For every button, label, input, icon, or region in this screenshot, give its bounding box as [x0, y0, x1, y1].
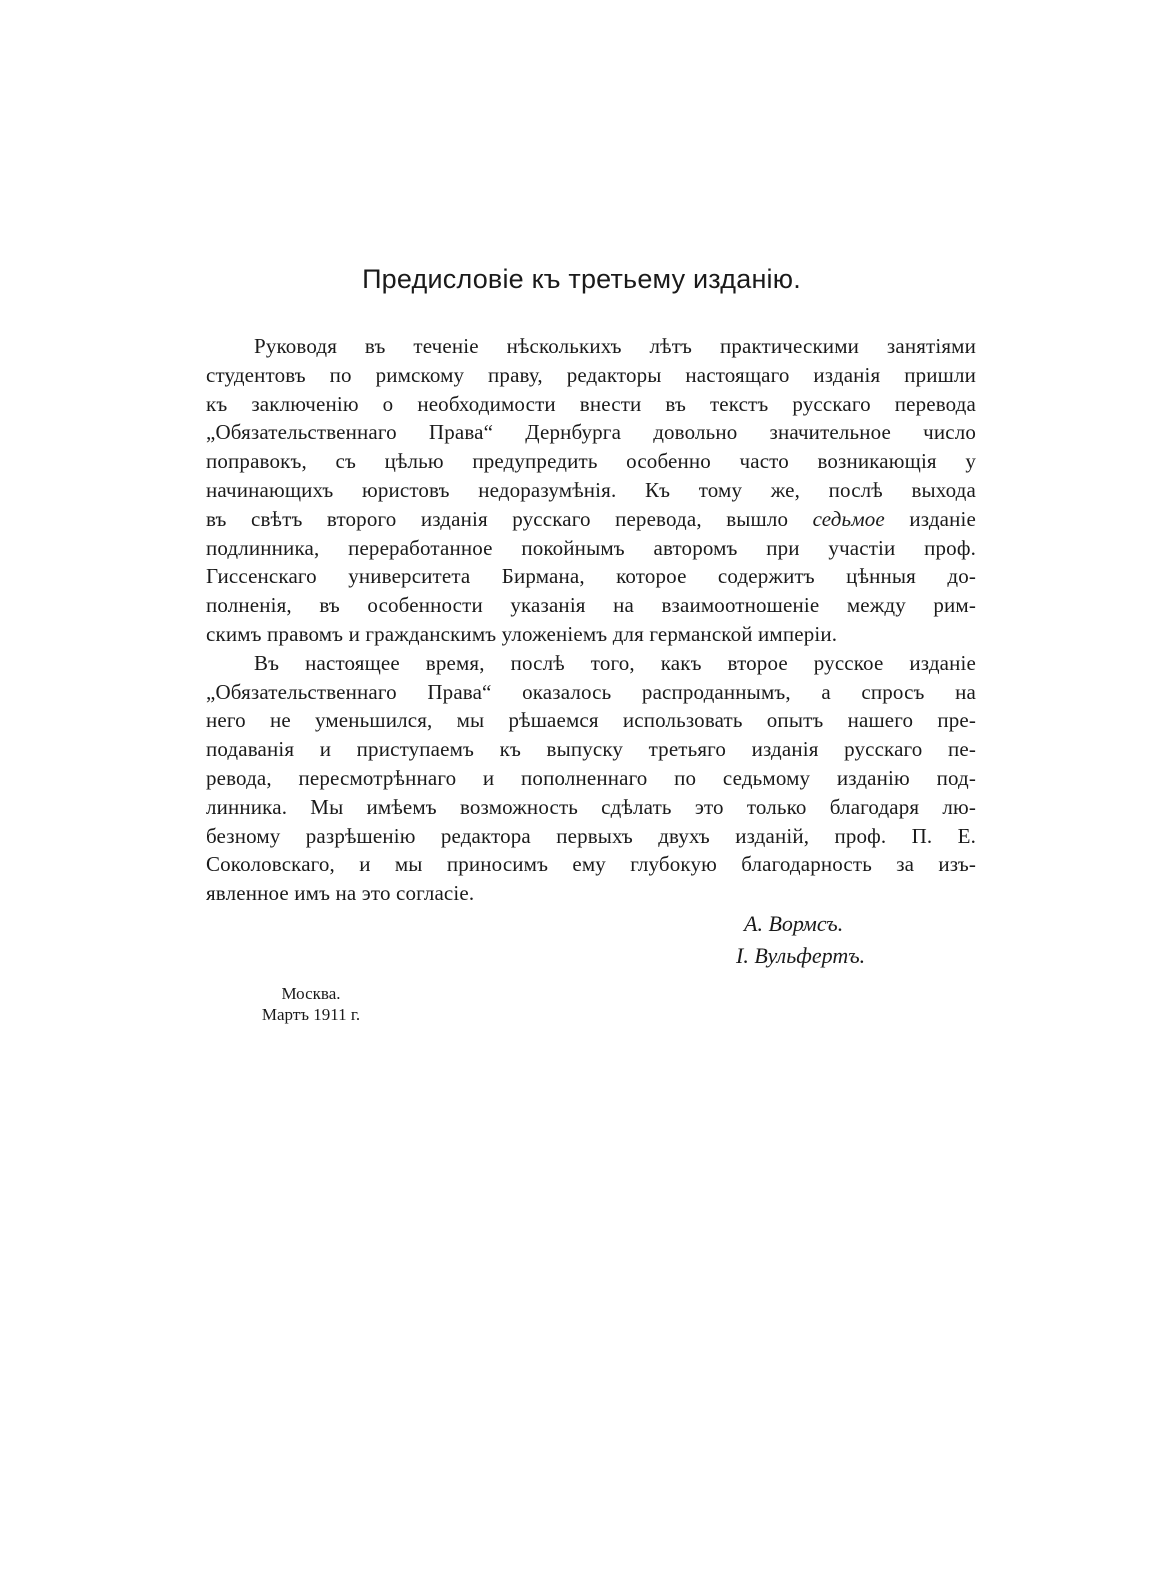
text-line: поправокъ, съ цѣлью предупредить особенно часто возникающія у [206, 449, 976, 474]
paragraph-2 [206, 649, 976, 908]
paragraph-1 [206, 332, 976, 649]
text-line: подлинника, переработанное покойнымъ авторомъ при участіи проф. [206, 535, 976, 560]
emphasis-word: седьмое [812, 506, 885, 531]
signature-wulfert: І. Вульфертъ. [736, 943, 866, 968]
text-line: линника. Мы имѣемъ возможность сдѣлать это только благодаря лю- [206, 794, 976, 819]
page-title: Предисловіе къ третьему изданію. [362, 264, 801, 294]
text-line: „Обязательственнаго Права“ оказалось распроданнымъ, а спросъ на [206, 679, 976, 704]
text-line: Руководя въ теченіе нѣсколькихъ лѣтъ практическими занятіями [254, 334, 976, 358]
text-segment: въ свѣтъ второго изданія русскаго перевода, вышло [206, 506, 789, 531]
place-and-date [246, 983, 376, 1025]
text-line: къ заключенію о необходимости внести въ текстъ русскаго перевода [206, 391, 976, 416]
text-line: подаванія и приступаемъ къ выпуску третьяго изданія русскаго пе- [206, 737, 976, 762]
text-line: „Обязательственнаго Права“ Дернбурга довольно значительное число [206, 420, 976, 445]
text-line: него не уменьшился, мы рѣшаемся использовать опытъ нашего пре- [206, 708, 976, 733]
date-line: Мартъ 1911 г. [261, 1005, 361, 1024]
signatures [736, 908, 865, 972]
text-line: Соколовскаго, и мы приносимъ ему глубокую благодарность за изъ- [206, 852, 976, 877]
text-line: скимъ правомъ и гражданскимъ уложеніемъ для германской имперіи. [206, 621, 838, 646]
text-line: Гиссенскаго университета Бирмана, которое содержитъ цѣнныя до- [206, 564, 976, 589]
text-line: ревода, пересмотрѣннаго и пополненнаго по седьмому изданію под- [206, 765, 976, 790]
text-line: полненія, въ особенности указанія на взаимоотношеніе между рим- [206, 593, 976, 618]
text-line: безному разрѣшенію редактора первыхъ двухъ изданій, проф. П. Е. [206, 823, 976, 848]
text-line-with-emphasis [206, 505, 976, 534]
text-segment: изданіе [909, 506, 976, 531]
place-name: Москва. [281, 984, 341, 1003]
text-line: студентовъ по римскому праву, редакторы настоящаго изданія пришли [206, 362, 976, 387]
text-line: Въ настоящее время, послѣ того, какъ второе русское изданіе [254, 650, 976, 675]
text-line: явленное имъ на это согласіе. [206, 881, 475, 906]
signature-worms: А. Вормсъ. [744, 911, 844, 936]
preface-body [206, 332, 976, 908]
text-line: начинающихъ юристовъ недоразумѣнія. Къ тому же, послѣ выхода [206, 477, 976, 502]
